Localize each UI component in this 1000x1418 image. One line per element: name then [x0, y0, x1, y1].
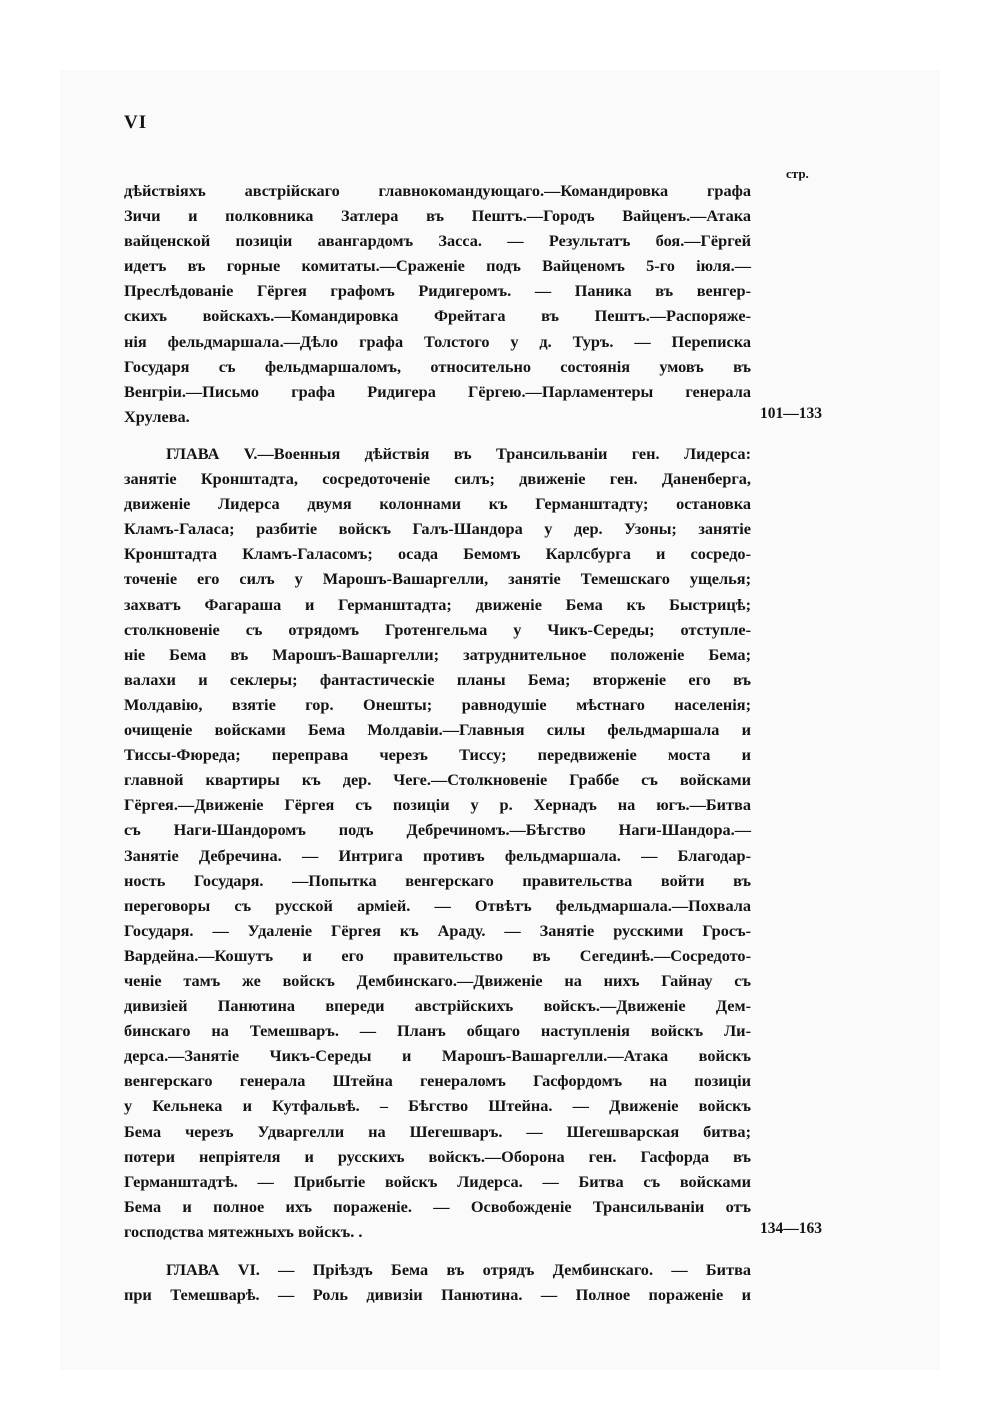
text-line: Государя съ фельдмаршаломъ, относительно состоянія умовъ въ — [124, 356, 751, 376]
text-line: потери непріятеля и русскихъ войскъ.—Оборона ген. Гасфорда въ — [124, 1146, 751, 1166]
page-number: VI — [124, 112, 148, 133]
text-line: занятіе Кронштадта, сосредоточеніе силъ; движеніе ген. Даненберга, — [124, 469, 751, 489]
text-line: Преслѣдованіе Гёргея графомъ Ридигеромъ. — Паника въ венгер- — [124, 281, 751, 301]
text-line: венгерскаго генерала Штейна генераломъ Гасфордомъ на позиціи — [124, 1071, 751, 1091]
text-line: Хрулева. — [124, 406, 190, 426]
text-line: переговоры съ русской арміей. — Отвѣтъ фельдмаршала.—Похвала — [124, 895, 751, 915]
text-line: Зичи и полковника Затлера въ Пештъ.—Городъ Вайценъ.—Атака — [124, 206, 751, 226]
text-line: Вардейна.—Кошутъ и его правительство въ Сегединѣ.—Сосредото- — [124, 945, 751, 965]
text-line: Германштадтѣ. — Прибытіе войскъ Лидерса. — Битва съ войсками — [124, 1171, 751, 1191]
page-range: 101—133 — [760, 405, 822, 422]
text-line: Кронштадта Кламъ-Галасомъ; осада Бемомъ Карлсбурга и сосредо- — [124, 544, 751, 564]
text-line: дивизіей Панютина впереди австрійскихъ войскъ.—Движеніе Дем- — [124, 996, 751, 1016]
text-line: Тиссы-Фюреда; переправа черезъ Тиссу; передвиженіе моста и — [124, 745, 751, 765]
text-line: идетъ въ горные комитаты.—Сраженіе подъ Вайценомъ 5-го іюля.— — [124, 256, 751, 276]
text-line: ГЛАВА V.—Военныя дѣйствія въ Трансильваніи ген. Лидерса: — [166, 444, 751, 463]
text-line: Гёргея.—Движеніе Гёргея съ позиціи у р. Хернадъ на югъ.—Битва — [124, 795, 751, 815]
text-line: Занятіе Дебречина. — Интрига противъ фельдмаршала. — Благодар- — [124, 845, 751, 865]
text-line: Кламъ-Галаса; разбитіе войскъ Галъ-Шандора у дер. Узоны; занятіе — [124, 519, 751, 539]
text-line: при Темешварѣ. — Роль дивизіи Панютина. — Полное пораженіе и — [124, 1285, 751, 1305]
text-line: ГЛАВА VI. — Пріѣздъ Бема въ отрядъ Дембинскаго. — Битва — [166, 1260, 751, 1279]
pages-column-header: стр. — [786, 166, 809, 181]
text-line: захватъ Фагараша и Германштадта; движеніе Бема къ Быстрицѣ; — [124, 594, 751, 614]
toc-paragraph-chapter-5 — [124, 441, 751, 1244]
text-line: нія фельдмаршала.—Дѣло графа Толстого у д. Туръ. — Переписка — [124, 331, 751, 351]
text-line: дѣйствіяхъ австрійскаго главнокомандующаго.—Командировка графа — [124, 181, 751, 200]
toc-paragraph-chapter-6 — [124, 1257, 751, 1307]
text-line: дерса.—Занятіе Чикъ-Середы и Марошъ-Вашаргелли.—Атака войскъ — [124, 1046, 751, 1066]
text-line: Молдавію, взятіе гор. Онешты; равнодушіе мѣстнаго населенія; — [124, 694, 751, 714]
text-line: бинскаго на Темешваръ. — Планъ общаго наступленія войскъ Ли- — [124, 1021, 751, 1041]
text-line: валахи и секлеры; фантастическіе планы Бема; вторженіе его въ — [124, 669, 751, 689]
text-line: столкновеніе съ отрядомъ Гротенгельма у Чикъ-Середы; отступле- — [124, 619, 751, 639]
text-line: ность Государя. —Попытка венгерскаго правительства войти въ — [124, 870, 751, 890]
page-range: 134—163 — [760, 1220, 822, 1237]
text-line: господства мятежныхъ войскъ. . — [124, 1221, 363, 1241]
text-line: съ Наги-Шандоромъ подъ Дебречиномъ.—Бѣгство Наги-Шандора.— — [124, 820, 751, 840]
text-line: Государя. — Удаленіе Гёргея къ Араду. — Занятіе русскими Гросъ- — [124, 920, 751, 940]
text-line: главной квартиры къ дер. Чеге.—Столкновеніе Граббе съ войсками — [124, 770, 751, 790]
text-line: ченіе тамъ же войскъ Дембинскаго.—Движеніе на нихъ Гайнау съ — [124, 970, 751, 990]
text-line: точеніе его силъ у Марошъ-Вашаргелли, занятіе Темешскаго ущелья; — [124, 569, 751, 589]
text-line: очищеніе войсками Бема Молдавіи.—Главныя силы фельдмаршала и — [124, 720, 751, 740]
text-line: скихъ войскахъ.—Командировка Фрейтага въ Пештъ.—Распоряже- — [124, 306, 751, 326]
text-line: Бема и полное ихъ пораженіе. — Освобожденіе Трансильваніи отъ — [124, 1196, 751, 1216]
text-line: у Кельнека и Кутфальвѣ. – Бѣгство Штейна. — Движеніе войскъ — [124, 1096, 751, 1116]
text-line: Венгріи.—Письмо графа Ридигера Гёргею.—Парламентеры генерала — [124, 381, 751, 401]
text-line: вайценской позиціи авангардомъ Засса. — Результатъ боя.—Гёргей — [124, 231, 751, 251]
text-line: движеніе Лидерса двумя колоннами къ Германштадту; остановка — [124, 494, 751, 514]
toc-paragraph — [124, 178, 751, 429]
text-line: ніе Бема въ Марошъ-Вашаргелли; затруднительное положеніе Бема; — [124, 644, 751, 664]
text-line: Бема черезъ Удваргелли на Шегешваръ. — Шегешварская битва; — [124, 1121, 751, 1141]
